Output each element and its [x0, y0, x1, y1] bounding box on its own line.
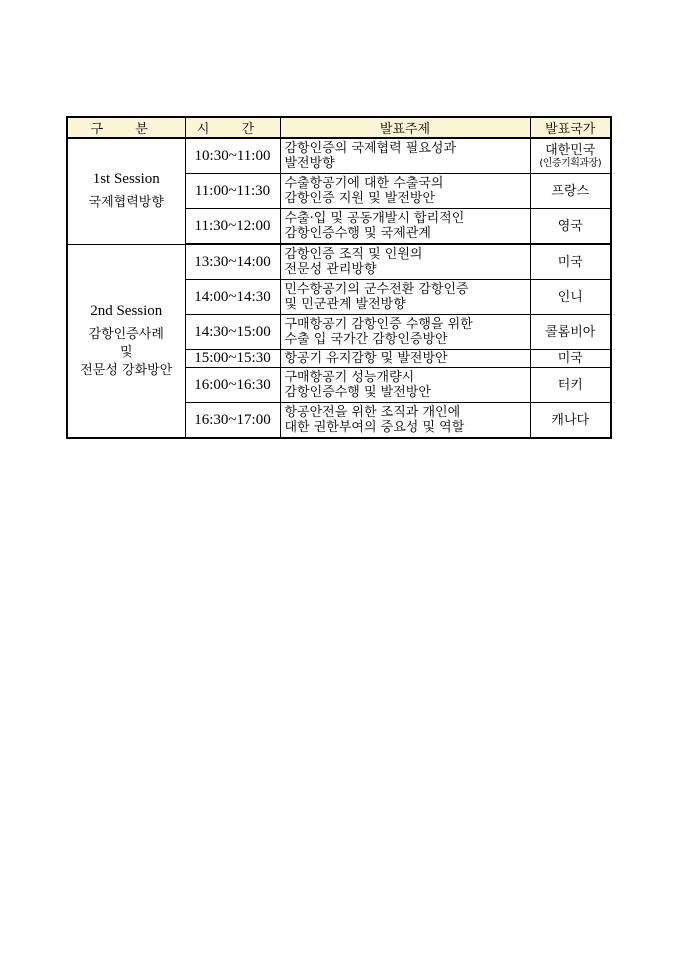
topic-cell: [280, 315, 530, 350]
country-name: 콜롬비아: [545, 324, 596, 340]
topic-line: 및 민군관계 발전방향: [284, 297, 406, 312]
session-description-line: 감항인증사례: [88, 326, 164, 342]
header-time: 시 간: [185, 117, 280, 138]
topic-line: 수출항공기에 대한 수출국의: [284, 176, 444, 191]
topic-line: 전문성 관리방향: [284, 262, 377, 277]
time-cell: 11:00~11:30: [185, 174, 280, 209]
header-row: [67, 117, 611, 138]
topic-cell: [280, 138, 530, 174]
session-description-line: 및: [119, 344, 133, 360]
header-topic: 발표주제: [280, 117, 530, 138]
country-cell: [530, 403, 611, 439]
time-cell: 14:30~15:00: [185, 315, 280, 350]
country-cell: [530, 280, 611, 315]
session-name: 1st Session: [92, 171, 160, 188]
topic-cell: [280, 244, 530, 280]
country-name: 미국: [557, 254, 583, 270]
country-cell: [530, 315, 611, 350]
country-name: 프랑스: [551, 183, 590, 199]
topic-cell: [280, 209, 530, 245]
topic-cell: [280, 368, 530, 403]
topic-line: 구매항공기 성능개량시: [284, 370, 415, 385]
header-category: 구 분: [67, 117, 185, 138]
topic-line: 감항인증수행 및 국제관계: [284, 226, 431, 241]
time-cell: 16:00~16:30: [185, 368, 280, 403]
time-cell: 10:30~11:00: [185, 138, 280, 174]
topic-cell: [280, 280, 530, 315]
topic-line: 수출 입 국가간 감항인증방안: [284, 332, 448, 347]
country-cell: [530, 209, 611, 245]
time-cell: 13:30~14:00: [185, 244, 280, 280]
session-cell: [67, 244, 185, 438]
time-cell: 16:30~17:00: [185, 403, 280, 439]
table-row: [67, 138, 611, 174]
country-cell: [530, 350, 611, 368]
topic-line: 감항인증 지원 및 발전방안: [284, 191, 436, 206]
session-description-line: 전문성 강화방안: [80, 362, 173, 378]
country-cell: [530, 244, 611, 280]
topic-line: 항공안전을 위한 조직과 개인에: [284, 405, 461, 420]
topic-line: 구매항공기 감항인증 수행을 위한: [284, 317, 473, 332]
country-cell: [530, 174, 611, 209]
topic-line: 수출·입 및 공동개발시 합리적인: [284, 211, 465, 226]
header-country: 발표국가: [530, 117, 611, 138]
country-name: 미국: [557, 351, 583, 366]
time-cell: 11:30~12:00: [185, 209, 280, 245]
time-cell: 15:00~15:30: [185, 350, 280, 368]
country-note: (인증기획과장): [539, 157, 602, 169]
country-name: 인니: [557, 289, 583, 305]
topic-line: 감항인증의 국제협력 필요성과: [284, 141, 457, 156]
country-name: 영국: [557, 218, 583, 234]
topic-cell: [280, 403, 530, 439]
country-name: 터키: [557, 377, 583, 393]
session-schedule-table: [66, 116, 612, 439]
schedule-body: [67, 138, 611, 438]
country-cell: [530, 368, 611, 403]
topic-cell: [280, 350, 530, 368]
country-name: 캐나다: [551, 412, 590, 428]
session-description-line: 국제협력방향: [88, 195, 164, 211]
topic-line: 항공기 유지감항 및 발전방안: [284, 351, 448, 366]
topic-line: 감항인증수행 및 발전방안: [284, 385, 431, 400]
topic-cell: [280, 174, 530, 209]
topic-line: 대한 권한부여의 중요성 및 역할: [284, 420, 465, 435]
topic-line: 민수항공기의 군수전환 감항인증: [284, 282, 469, 297]
time-cell: 14:00~14:30: [185, 280, 280, 315]
table-row: [67, 244, 611, 280]
country-name: 대한민국: [545, 142, 596, 158]
topic-line: 발전방향: [284, 156, 335, 171]
country-cell: [530, 138, 611, 174]
topic-line: 감항인증 조직 및 인원의: [284, 247, 423, 262]
session-name: 2nd Session: [90, 302, 163, 319]
session-cell: [67, 138, 185, 244]
